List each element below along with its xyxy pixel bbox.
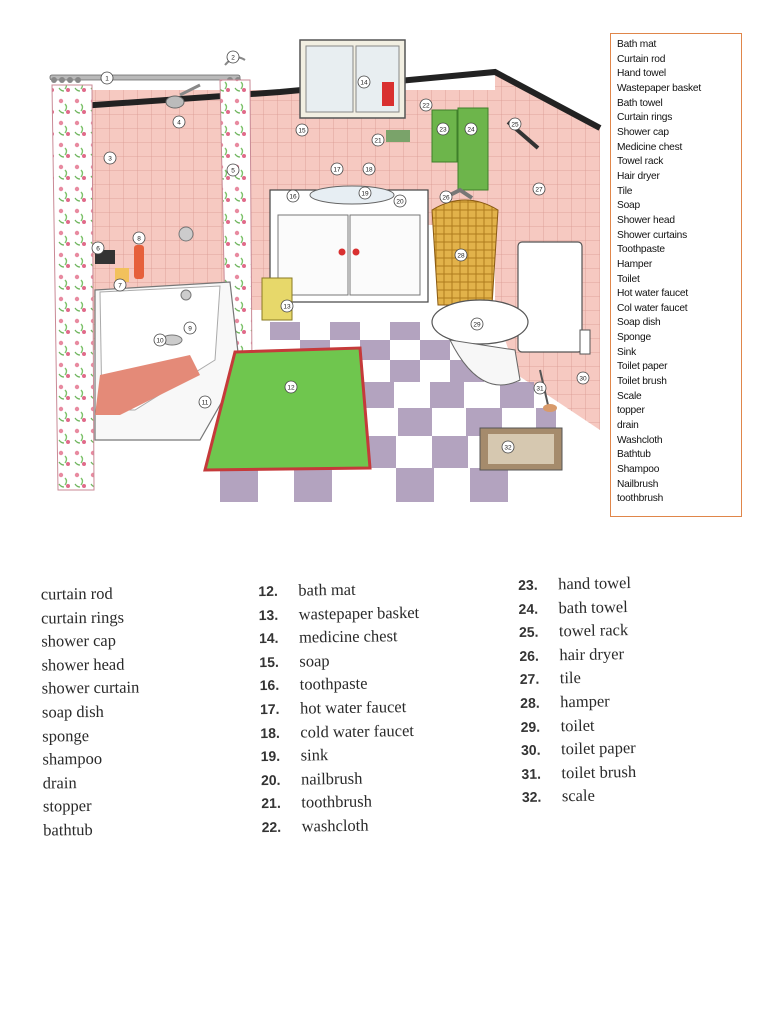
vocab-number: 12. — [258, 582, 278, 600]
callout-number: 28 — [457, 252, 465, 260]
vocab-row — [41, 629, 139, 654]
vocab-number: 17. — [259, 700, 280, 718]
vocab-row — [520, 665, 635, 691]
callout-number: 23 — [439, 126, 447, 134]
word-bank-item: Sink — [617, 346, 637, 358]
vocab-row — [259, 624, 420, 650]
word-bank-item: Wastepaper basket — [617, 82, 701, 94]
callout-number: 9 — [188, 325, 192, 333]
word-bank-box — [610, 33, 742, 517]
vocab-label: toothpaste — [299, 673, 368, 694]
callout-number: 32 — [504, 444, 512, 452]
bathroom-illustration — [40, 30, 605, 502]
vocab-row — [42, 676, 140, 701]
callout-number: 15 — [298, 127, 306, 135]
vocab-row — [41, 605, 139, 630]
callout-number: 3 — [108, 155, 112, 163]
vocab-label: medicine chest — [298, 626, 398, 647]
vocab-label: cold water faucet — [300, 720, 415, 742]
vocab-label: hot water faucet — [299, 697, 407, 718]
word-bank-item: Towel rack — [617, 156, 664, 168]
vocab-column-3 — [518, 571, 637, 809]
word-bank-item: Hair dryer — [617, 170, 660, 182]
vocab-number: 18. — [260, 724, 280, 741]
vocab-row — [260, 671, 421, 697]
callout-number: 20 — [396, 198, 404, 206]
word-bank-item: Col water faucet — [617, 302, 688, 314]
vocab-row — [41, 581, 139, 606]
word-bank-item: Tile — [617, 185, 633, 197]
word-bank-item: Sponge — [617, 332, 651, 344]
vocab-label: tile — [559, 668, 582, 688]
word-bank-item: Hand towel — [617, 68, 666, 80]
vocab-number: 28. — [520, 694, 540, 711]
vocab-number: 23. — [518, 576, 538, 594]
word-bank-item: Toilet — [617, 273, 640, 285]
vocab-label: shower curtain — [41, 677, 140, 698]
vocab-row — [518, 571, 633, 597]
word-bank-item: Medicine chest — [617, 141, 683, 153]
shower-head — [166, 96, 184, 108]
vocab-row — [522, 783, 637, 809]
vocab-label: scale — [561, 786, 595, 806]
callout-number: 29 — [473, 321, 481, 329]
callout-number: 11 — [201, 399, 209, 407]
shower-curtain-left — [52, 85, 94, 490]
vocab-row — [259, 600, 420, 626]
vocab-label: hand towel — [557, 573, 632, 594]
callout-number: 1 — [105, 75, 109, 83]
vocab-number: 27. — [519, 671, 540, 688]
vocab-row — [42, 747, 140, 772]
vocab-label: bathtub — [43, 819, 93, 840]
callout-number: 7 — [118, 282, 122, 290]
callout-number: 12 — [287, 384, 295, 392]
vocab-label: sink — [300, 745, 329, 765]
callout-number: 27 — [535, 186, 543, 194]
callout-number: 6 — [96, 245, 100, 253]
vocab-label: drain — [42, 772, 77, 793]
vocab-label: wastepaper basket — [298, 602, 420, 624]
shampoo-bottle — [134, 245, 144, 279]
toilet-brush — [543, 404, 557, 412]
word-bank-item: Shower curtains — [617, 229, 688, 241]
word-bank-item: Shower cap — [617, 126, 669, 138]
vocab-label: toilet — [560, 715, 595, 735]
vocab-number: 30. — [520, 741, 541, 759]
word-bank-item: drain — [617, 420, 639, 432]
word-bank-item: Washcloth — [617, 434, 663, 446]
word-bank-item: Shampoo — [617, 464, 660, 476]
vocab-number: 22. — [261, 818, 282, 836]
vocab-number: 13. — [258, 606, 279, 623]
vocab-label: hair dryer — [559, 643, 625, 665]
word-bank-item: toothbrush — [617, 493, 664, 505]
vocab-row — [41, 652, 139, 677]
callout-number: 26 — [442, 194, 450, 202]
word-bank-item: Toilet paper — [617, 361, 668, 373]
word-bank-item: Nailbrush — [617, 478, 659, 490]
callout-number: 18 — [365, 166, 373, 174]
vocab-number: 26. — [519, 647, 540, 664]
vocab-number: 21. — [261, 795, 281, 812]
vocab-row — [521, 760, 636, 786]
callout-number: 31 — [536, 385, 544, 393]
vocab-number: 29. — [520, 718, 541, 735]
word-bank-item: Curtain rings — [617, 112, 673, 124]
vocab-label: curtain rings — [40, 607, 125, 628]
vocab-number: 32. — [521, 788, 542, 806]
bath-towel — [458, 108, 488, 190]
vocab-row — [259, 648, 420, 674]
vocab-label: shampoo — [42, 749, 103, 769]
vocab-label: washcloth — [301, 815, 369, 836]
vocab-number: 25. — [518, 623, 539, 641]
vocab-row — [42, 699, 140, 724]
vocab-label: toothbrush — [301, 791, 373, 812]
callout-number: 2 — [231, 54, 235, 62]
vocab-row — [43, 817, 141, 842]
vocab-row — [261, 766, 422, 792]
vocab-label: toilet brush — [561, 761, 637, 783]
vocab-column-1 — [41, 581, 141, 842]
vocab-label: bath mat — [298, 579, 356, 600]
word-bank-item: Soap — [617, 200, 640, 212]
word-bank-item: Bathtub — [617, 449, 651, 461]
word-bank-item: Soap dish — [617, 317, 661, 329]
word-bank-item: Toilet brush — [617, 376, 667, 388]
word-bank-item: Toothpaste — [617, 244, 665, 256]
callout-number: 5 — [231, 167, 235, 175]
sink — [310, 186, 394, 204]
callout-number: 25 — [511, 121, 519, 129]
word-bank-item: Shower head — [617, 214, 675, 226]
callout-number: 10 — [156, 337, 164, 345]
vocab-label: hamper — [560, 691, 610, 712]
callout-number: 16 — [289, 193, 297, 201]
vocab-number: 15. — [259, 653, 279, 670]
vocab-row — [518, 595, 633, 621]
toilet-tank — [518, 242, 582, 352]
vocab-number: 24. — [518, 600, 539, 617]
vocab-row — [261, 742, 422, 768]
vocab-label: stopper — [42, 796, 92, 816]
callout-number: 17 — [333, 166, 341, 174]
word-bank-item: Scale — [617, 390, 642, 402]
hand-towel — [432, 110, 457, 162]
word-bank-item: topper — [617, 405, 645, 417]
vocab-label: bath towel — [558, 596, 628, 617]
vocab-label: toilet paper — [560, 738, 636, 759]
callout-number: 22 — [422, 102, 430, 110]
word-bank-item: Bath mat — [617, 39, 657, 50]
vocab-label: soap — [299, 650, 330, 671]
vocab-row — [261, 813, 422, 839]
callout-number: 8 — [137, 235, 141, 243]
vocab-row — [521, 736, 636, 762]
callout-number: 19 — [361, 190, 369, 198]
vocab-row — [260, 718, 421, 744]
vocab-number: 20. — [260, 771, 281, 788]
word-bank-item: Hot water faucet — [617, 288, 688, 300]
callout-number: 24 — [467, 126, 475, 134]
wastepaper-basket — [262, 278, 292, 320]
vocab-row — [520, 713, 635, 739]
vocab-label: shower cap — [41, 630, 117, 651]
vocab-row — [519, 618, 634, 644]
vocab-column-2 — [258, 577, 422, 839]
vocab-row — [43, 794, 141, 819]
vocab-number: 16. — [259, 677, 280, 694]
vocab-row — [42, 723, 140, 748]
vocab-row — [258, 577, 419, 603]
vocab-label: soap dish — [41, 701, 104, 722]
vocab-label: towel rack — [558, 620, 629, 641]
vocab-row — [519, 642, 634, 668]
toilet-paper — [580, 330, 590, 354]
word-bank-item: Bath towel — [617, 97, 663, 109]
word-bank-item: Curtain rod — [617, 53, 666, 65]
vocab-label: nailbrush — [300, 768, 363, 789]
vocab-row — [260, 695, 421, 721]
callout-number: 14 — [360, 79, 368, 87]
vocab-row — [520, 689, 635, 715]
word-bank-item: Hamper — [617, 258, 653, 270]
vocab-label: sponge — [42, 725, 90, 746]
vocab-number: 19. — [260, 748, 281, 765]
vocab-row — [261, 789, 422, 815]
vocab-label: curtain rod — [40, 583, 113, 604]
vocab-label: shower head — [41, 654, 125, 675]
vocab-row — [43, 770, 141, 795]
vocab-number: 14. — [258, 630, 279, 647]
callout-number: 30 — [579, 375, 587, 383]
vocab-number: 31. — [521, 765, 542, 782]
callout-number: 13 — [283, 303, 291, 311]
callout-number: 21 — [374, 137, 382, 145]
callout-number: 4 — [177, 119, 181, 127]
